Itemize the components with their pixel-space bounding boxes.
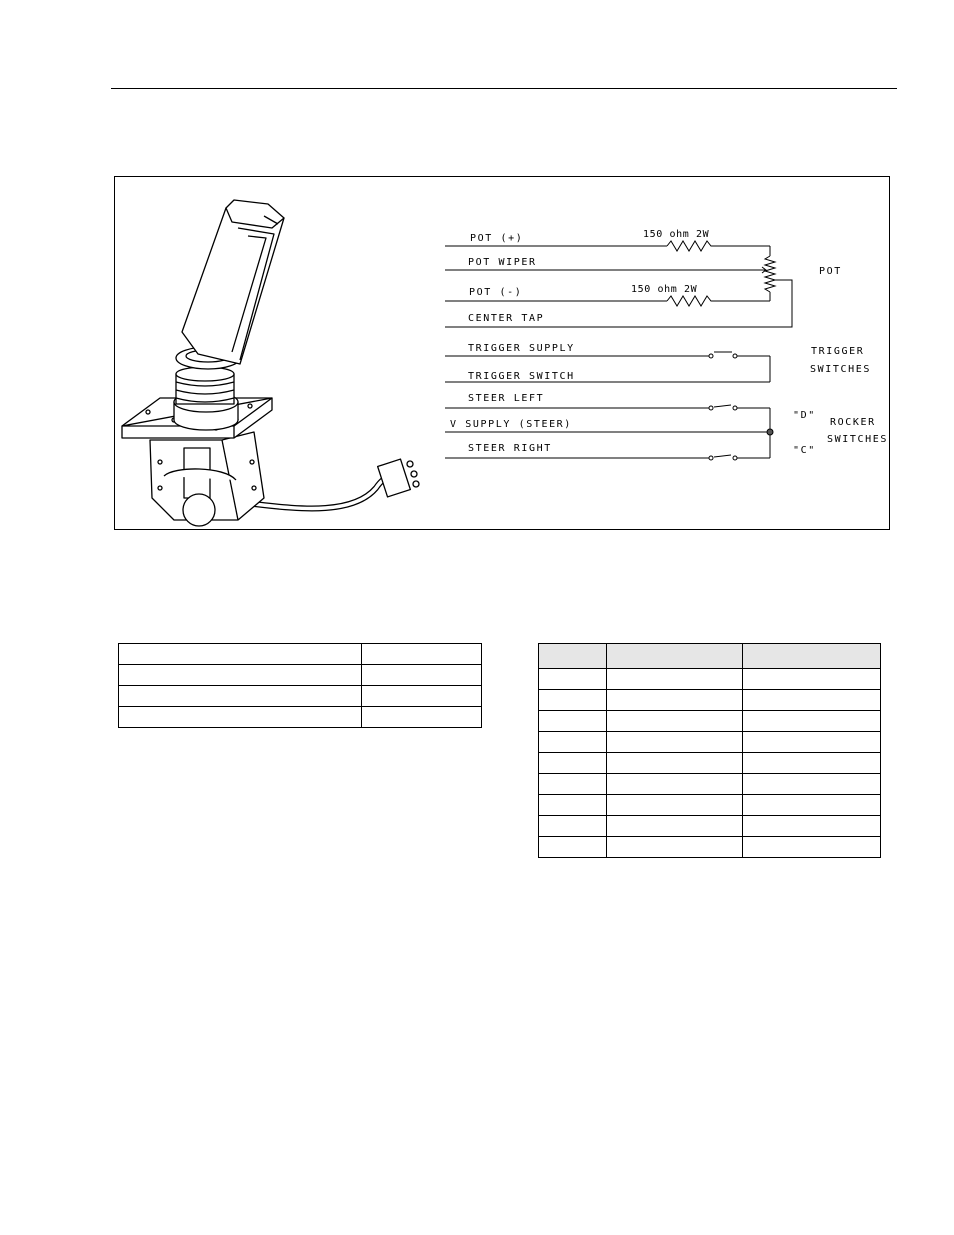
pot-label: POT	[819, 266, 842, 277]
table-cell	[743, 690, 881, 711]
table-cell	[606, 690, 743, 711]
table-cell	[606, 774, 743, 795]
table-header-cell	[743, 644, 881, 669]
table-cell	[119, 665, 362, 686]
rocker-c-label: "C"	[793, 445, 816, 456]
table-row	[539, 732, 881, 753]
table-cell	[606, 795, 743, 816]
left-table	[118, 643, 482, 728]
label-pot-minus: POT (-)	[469, 287, 523, 298]
label-steer-left: STEER LEFT	[468, 393, 545, 404]
rocker-d-label: "D"	[793, 410, 816, 421]
table-cell	[539, 837, 607, 858]
table-cell	[606, 711, 743, 732]
table-cell	[539, 669, 607, 690]
resistor-top-label: 150 ohm 2W	[643, 229, 710, 240]
table-row	[539, 774, 881, 795]
joystick-illustration	[122, 200, 419, 526]
table-row	[119, 707, 482, 728]
table-cell	[539, 774, 607, 795]
table-cell	[539, 816, 607, 837]
table-cell	[743, 795, 881, 816]
table-row	[539, 795, 881, 816]
table-header-cell	[606, 644, 743, 669]
joystick-wiring-figure	[114, 176, 890, 530]
trigger-switches-label-line1: TRIGGER	[811, 346, 865, 357]
table-cell	[606, 753, 743, 774]
table-row	[119, 665, 482, 686]
rocker-switches-label-line1: ROCKER	[830, 417, 876, 428]
table-cell	[606, 816, 743, 837]
label-v-supply-steer: V SUPPLY (STEER)	[450, 419, 572, 430]
label-trigger-switch: TRIGGER SWITCH	[468, 371, 575, 382]
rocker-common-node	[767, 429, 773, 435]
table-cell	[539, 753, 607, 774]
table-cell	[362, 665, 482, 686]
label-center-tap: CENTER TAP	[468, 313, 545, 324]
table-cell	[743, 753, 881, 774]
table-row	[539, 669, 881, 690]
table-cell	[606, 837, 743, 858]
table-row	[119, 644, 482, 665]
table-cell	[119, 686, 362, 707]
table-cell	[606, 669, 743, 690]
table-cell	[743, 711, 881, 732]
table-cell	[119, 644, 362, 665]
table-header-cell	[539, 644, 607, 669]
table-cell	[539, 795, 607, 816]
label-pot-plus: POT (+)	[470, 233, 524, 244]
right-table	[538, 643, 881, 858]
table-cell	[362, 644, 482, 665]
table-row	[539, 753, 881, 774]
table-row	[539, 711, 881, 732]
table-cell	[743, 816, 881, 837]
table-cell	[743, 837, 881, 858]
table-row	[539, 816, 881, 837]
table-cell	[606, 732, 743, 753]
table-cell	[362, 707, 482, 728]
table-cell	[362, 686, 482, 707]
table-header-row	[539, 644, 881, 669]
table-row	[539, 690, 881, 711]
label-pot-wiper: POT WIPER	[468, 257, 537, 268]
table-cell	[539, 690, 607, 711]
table-cell	[119, 707, 362, 728]
label-trigger-supply: TRIGGER SUPPLY	[468, 343, 575, 354]
table-cell	[539, 732, 607, 753]
page-header-rule	[111, 88, 897, 89]
table-cell	[743, 669, 881, 690]
rocker-switches-label-line2: SWITCHES	[827, 434, 888, 445]
resistor-bottom-label: 150 ohm 2W	[631, 284, 698, 295]
table-row	[539, 837, 881, 858]
table-cell	[743, 732, 881, 753]
table-cell	[743, 774, 881, 795]
table-row	[119, 686, 482, 707]
label-steer-right: STEER RIGHT	[468, 443, 552, 454]
trigger-switches-label-line2: SWITCHES	[810, 364, 871, 375]
table-cell	[539, 711, 607, 732]
